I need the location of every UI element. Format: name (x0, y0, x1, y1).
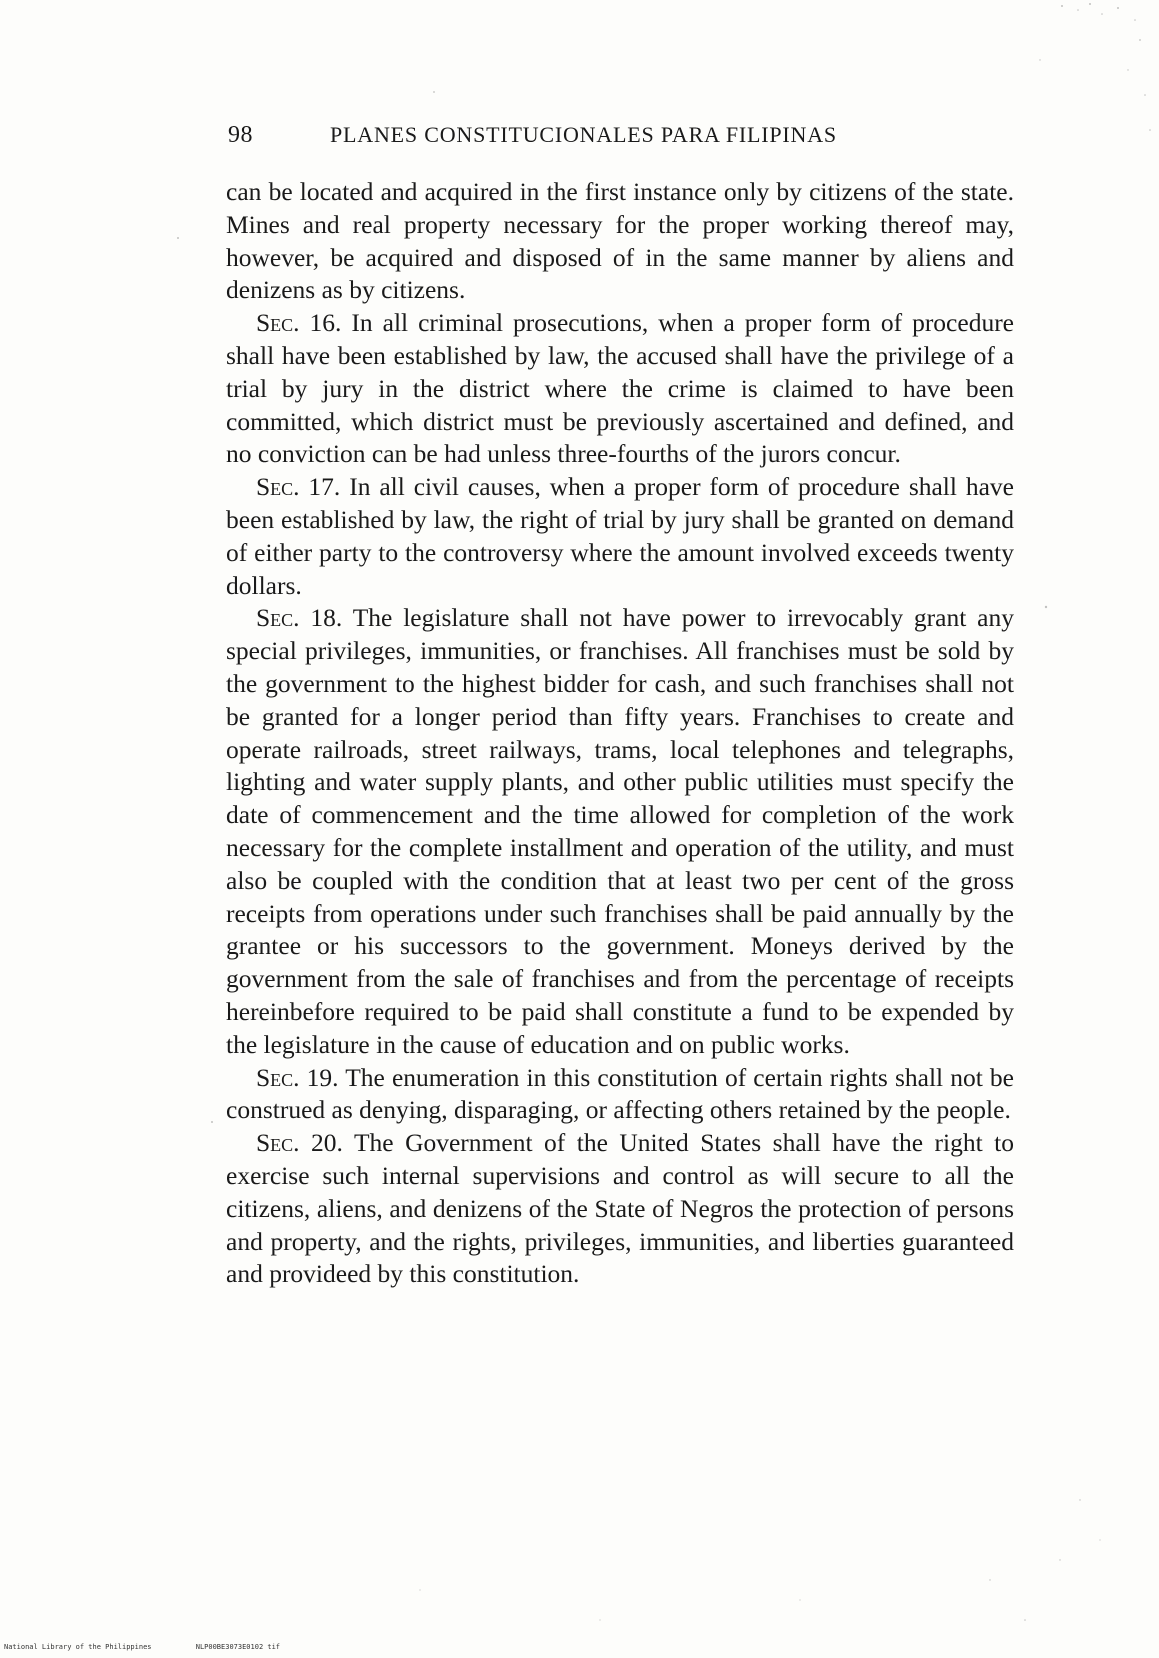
section-label: Sec. 18. (256, 603, 343, 633)
section-18 (226, 602, 1014, 1061)
section-label: Sec. 20. (256, 1128, 343, 1158)
running-title: PLANES CONSTITUCIONALES PARA FILIPINAS (330, 122, 837, 147)
section-text: The Government of the United States shall have the right to exercise such internal supervisions and control as will secure to all the citizens, aliens, and denizens of the State of Negros the protection of persons and property, and the rights, privileges, immunities, and liberties guaranteed and provideed by this constitution. (226, 1128, 1015, 1289)
section-label: Sec. 16. (256, 308, 342, 338)
scan-id: NLP00BE3073E0102 tif (195, 1643, 281, 1651)
section-label: Sec. 17. (256, 472, 341, 502)
section-20 (226, 1127, 1014, 1291)
section-label: Sec. 19. (256, 1062, 339, 1092)
section-16 (226, 307, 1014, 471)
section-text: The enumeration in this constitution of certain rights shall not be construed as denying, disparaging, or affecting others retained by the people. (226, 1062, 1014, 1125)
section-19 (226, 1062, 1014, 1128)
section-text: The legislature shall not have power to irrevocably grant any special privileges, immunities, or franchises. All franchises must be sold by the government to the highest bidder for cash, and such franchises shall not be granted for a longer period than fifty years. Franchises to create and operate railroads, street railways, trams, local telephones and telegraphs, lighting and water supply plants, and other public utilities must specify the date of commencement and the time allowed for completion of the work necessary for the complete installment and operation of the utility, and must also be coupled with the condition that at least two per cent of the gross receipts from operations under such franchises shall be paid annually by the grantee or his successors to the government. Moneys derived by the government from the sale of franchises and from the percentage of receipts hereinbefore required to be paid shall constitute a fund to be expended by the legislature in the cause of education and on public works. (226, 603, 1015, 1059)
section-17 (226, 471, 1014, 602)
page-number: 98 (228, 122, 253, 148)
continuation-paragraph: can be located and acquired in the first instance only by citizens of the state. Mines and real property necessary for the proper working thereof may, however, be acquired and disposed of in the same manner by aliens and denizens as by citizens. (226, 177, 1014, 305)
scan-footer (4, 1643, 320, 1651)
body-text (226, 176, 1014, 1291)
page-header (228, 122, 1008, 162)
section-text: In all criminal prosecutions, when a proper form of procedure shall have been established by law, the accused shall have the privilege of a trial by jury in the district where the crime is claimed to have been committed, which district must be previously ascertained and defined, and no conviction can be had unless three-fourths of the jurors concur. (226, 308, 1015, 469)
library-credit: National Library of the Philippines (4, 1643, 152, 1651)
section-text: In all civil causes, when a proper form of procedure shall have been established by law, the right of trial by jury shall be granted on demand of either party to the controversy where the amount involved exceeds twenty dollars. (226, 472, 1014, 600)
